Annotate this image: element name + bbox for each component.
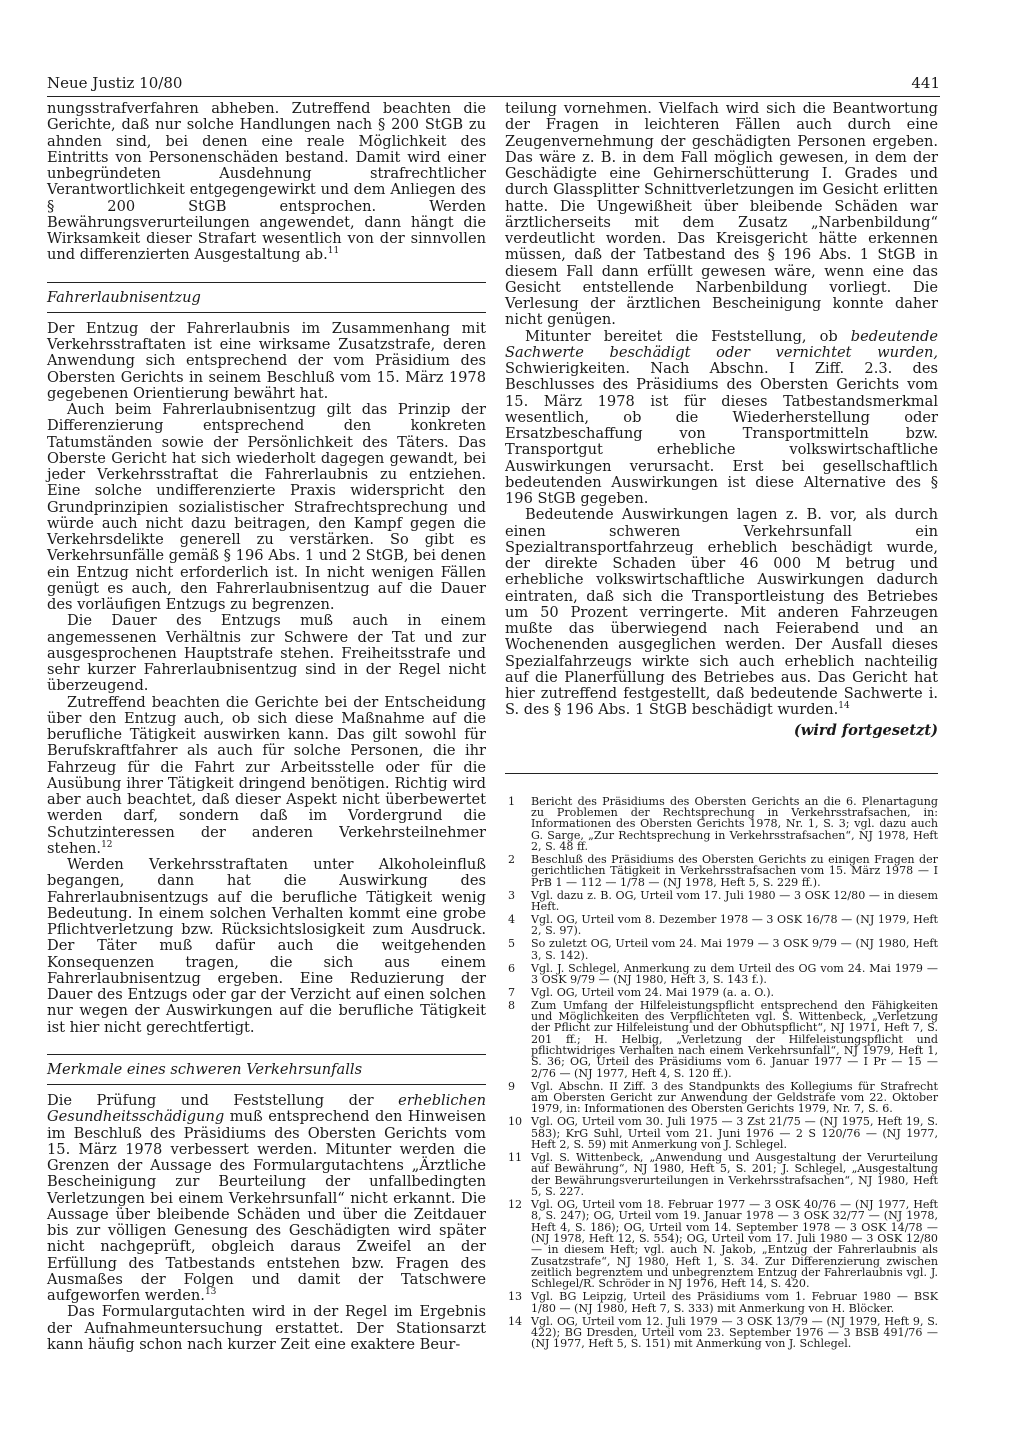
left-column: [47, 101, 486, 1353]
footnote-number: 13: [508, 1290, 523, 1304]
emphasis: bedeutende Sachwerte beschädigt oder vernichtet wurden,: [505, 327, 938, 361]
footnote-number: 8: [508, 998, 516, 1012]
footnote-text: Vgl. OG, Urteil vom 18. Februar 1977 — 3 OSK 40/76 — (NJ 1977, Heft 8, S. 247); OG, Urteil vom 19. Januar 1978 — 3 OSK 32/77 — (NJ 1978, Heft 4, S. 186); OG, Urteil vom 14. September 1978 — 3 OSK 14/78 — (NJ 1978, Heft 12, S. 554); OG, Urteil vom 17. Juli 1980 — 3 OSK 12/80 — in diesem Heft; vgl. auch N. Jakob, „Entzug der Fahrerlaubnis als Zusatzstrafe“, NJ 1980, Heft 1, S. 34. Zur Differenzierung zwischen zeitlich begrenztem und unbegrenztem Entzug der Fahrerlaubnis vgl. J. Schlegel/R. Schröder in NJ 1976, Heft 14, S. 420.: [531, 1197, 938, 1291]
footnote-number: 1: [508, 794, 516, 808]
footnote-text: Vgl. OG, Urteil vom 24. Mai 1979 (a. a. O.).: [531, 985, 775, 999]
footnote: [505, 890, 938, 913]
journal-title: Neue Justiz 10/80: [47, 74, 183, 92]
footnote-ref[interactable]: 12: [101, 839, 113, 850]
footnote-number: 7: [508, 985, 516, 999]
paragraph: Zutreffend beachten die Gerichte bei der Entscheidung über den Entzug auch, ob sich diese Maßnahme auf die berufliche Tätigkeit auswirken kann. Das gilt sowohl für Berufskraftfahrer als auch für solche Personen, die ihr Fahrzeug für die Fahrt zur Arbeitsstelle oder für die Ausübung ihrer Tätigkeit dringend benötigen. Richtig wird aber auch beachtet, daß dieser Aspekt nicht überbewertet werden darf, sondern daß im Vordergrund die Schutzinteressen der anderen Verkehrsteilnehmer stehen.$^{12}$: [47, 693, 486, 857]
footnote-text: Vgl. J. Schlegel, Anmerkung zu dem Urteil des OG vom 24. Mai 1979 — 3 OSK 9/79 — (NJ 1980, Heft 3, S. 143 f.).: [531, 961, 938, 986]
paragraph: Auch beim Fahrerlaubnisentzug gilt das Prinzip der Differenzierung entsprechend den konkreten Tatumständen sowie der Persönlichkeit des Täters. Das Oberste Gericht hat sich wiederholt dagegen gewandt, bei jeder Verkehrsstraftat die Fahrerlaubnis zu entziehen. Eine solche undifferenzierte Praxis widerspricht den Grundprinzipien sozialistischer Strafrechtsprechung und würde auch nicht dazu beitragen, den Kampf gegen die Verkehrsdelikte generell zu verstärken. So gibt es Verkehrsunfälle gemäß § 196 Abs. 1 und 2 StGB, bei denen ein Entzug nicht erforderlich ist. In nicht wenigen Fällen genügt es auch, den Fahrerlaubnisentzug auf die Dauer des vorläufigen Entzugs zu begrenzen.: [47, 401, 486, 613]
footnote: [505, 1152, 938, 1197]
paragraph: Mitunter bereitet die Feststellung, ob bedeutende Sachwerte beschädigt oder vernichtet wurden, Schwierigkeiten. Nach Abschn. I Ziff. 2.3. des Beschlusses des Präsidiums des Obersten Gerichts vom 15. März 1978 ist für dieses Tatbestandsmerkmal wesentlich, ob die Wiederherstellung oder Ersatzbeschaffung von Transportmitteln bzw. Transportgut erhebliche volkswirtschaftliche Auswirkungen verursacht. Erst bei gesellschaftlich bedeutenden Auswirkungen ist diese Alternative des § 196 StGB gegeben.: [505, 327, 938, 507]
paragraph: Werden Verkehrsstraftaten unter Alkoholeinfluß begangen, dann hat die Auswirkung des Fahrerlaubnisentzugs auf die berufliche Tätigkeit wenig Bedeutung. In einem solchen Verhalten kommt eine grobe Pflichtverletzung bzw. Rücksichtslosigkeit zum Ausdruck. Der Täter muß dafür auch die weitgehenden Konsequenzen tragen, die sich aus einem Fahrerlaubnisentzug ergeben. Eine Reduzierung der Dauer des Entzugs oder gar der Verzicht auf einen solchen nur wegen der Auswirkungen auf die berufliche Tätigkeit ist hier nicht gerechtfertigt.: [47, 856, 486, 1036]
footnote-list: [505, 796, 938, 1350]
footnote-text: Vgl. S. Wittenbeck, „Anwendung und Ausgestaltung der Verurteilung auf Bewährung“, NJ 1980, Heft 5, S. 201; J. Schlegel, „Ausgestaltung der Bewährungsverurteilungen in Verkehrsstrafsachen“, NJ 1980, Heft 5, S. 227.: [531, 1151, 938, 1199]
footnote-text: Bericht des Präsidiums des Obersten Gerichts an die 6. Plenartagung zu Problemen der Rechtsprechung in Verkehrsstrafsachen, in: Informationen des Obersten Gerichts 1978, Nr. 1, S. 3; vgl. dazu auch G. Sarge, „Zur Rechtsprechung in Verkehrsstrafsachen“, NJ 1978, Heft 2, S. 48 ff.: [531, 794, 938, 854]
paragraph: Der Entzug der Fahrerlaubnis im Zusammenhang mit Verkehrsstraftaten ist eine wirksame Zusatzstrafe, deren Anwendung sich entsprechend der vom Präsidium des Obersten Gerichts in seinem Beschluß vom 15. März 1978 gegebenen Orientierung bewährt hat.: [47, 319, 486, 402]
footnote: [505, 1081, 938, 1115]
footnote-ref[interactable]: 13: [204, 1287, 217, 1298]
footnote-number: 3: [508, 888, 516, 902]
right-column: [505, 101, 938, 1351]
footnote: [505, 796, 938, 853]
footnote-text: Beschluß des Präsidiums des Obersten Gerichts zu einigen Fragen der gerichtlichen Tätigkeit in Verkehrsstrafsachen vom 15. März 1978 — I PrB 1 — 112 — 1/78 — (NJ 1978, Heft 5, S. 229 ff.).: [531, 853, 938, 889]
footnote: [505, 1291, 938, 1314]
footnote-number: 2: [508, 853, 516, 867]
footnote: [505, 854, 938, 888]
running-header: [47, 74, 940, 97]
footnote-text: Vgl. dazu z. B. OG, Urteil vom 17. Juli 1980 — 3 OSK 12/80 — in diesem Heft.: [531, 888, 938, 914]
paragraph: Die Prüfung und Feststellung der erheblichen Gesundheitsschädigung muß entsprechend den Hinweisen im Beschluß des Präsidiums des Obersten Gerichts vom 15. März 1978 verbessert werden. Mitunter werden die Grenzen der Aussage des Formulargutachtens „Ärztliche Bescheinigung zur Beurteilung der unfallbedingten Verletzungen bei einem Verkehrsunfall“ nicht erkannt. Die Aussage über bleibende Schäden und über die Zeitdauer bis zur völligen Genesung des Geschädigten wird später nicht nachgeprüft, obgleich daraus Zweifel an der Erfüllung des Tatbestands entstehen bzw. Fragen des Ausmaßes der Folgen und damit der Tatschwere aufgeworfen werden.$^{13}$: [47, 1092, 486, 1304]
section-heading-fahrerlaubnisentzug: Fahrerlaubnisentzug: [47, 282, 486, 313]
footnote-text: Vgl. BG Leipzig, Urteil des Präsidiums vom 1. Februar 1980 — BSK 1/80 — (NJ 1980, Heft 7, S. 333) mit Anmerkung von H. Blöcker.: [531, 1290, 938, 1315]
footnote-number: 11: [508, 1151, 523, 1164]
footnote-text: Vgl. Abschn. II Ziff. 3 des Standpunkts des Kollegiums für Strafrecht am Obersten Gericht zur Anwendung der Geldstrafe vom 22. Oktober 1979, in: Informationen des Obersten Gerichts 1979, Nr. 7, S. 6.: [531, 1079, 938, 1116]
footnote-number: 4: [508, 912, 516, 926]
footnote: [505, 987, 938, 998]
footnote-ref[interactable]: 11: [327, 246, 340, 257]
footnote: [505, 914, 938, 937]
footnote: [505, 1000, 938, 1079]
footnote-text: Vgl. OG, Urteil vom 12. Juli 1979 — 3 OSK 13/79 — (NJ 1979, Heft 9, S. 422); BG Dresden, Urteil vom 23. September 1976 — 3 BSB 491/76 — (NJ 1977, Heft 5, S. 151) mit Anmerkung von J. Schlegel.: [531, 1314, 938, 1351]
footnote-text: Zum Umfang der Hilfeleistungspflicht entsprechend den Fähigkeiten und Möglichkeiten des Verpflichteten vgl. S. Wittenbeck, „Verletzung der Pflicht zur Hilfeleistung und der Obhutspflicht“, NJ 1971, Heft 7, S. 201 ff.; H. Helbig, „Verletzung der Hilfeleistungspflicht und pflichtwidriges Verhalten nach einem Verkehrsunfall“, NJ 1979, Heft 1, S. 36; OG, Urteil des Präsidiums vom 6. Januar 1977 — I Pr — 15 — 2/76 — (NJ 1977, Heft 4, S. 120 ff.).: [531, 998, 938, 1080]
footnote: [505, 938, 938, 961]
paragraph: teilung vornehmen. Vielfach wird sich die Beantwortung der Fragen in leichteren Fällen auch durch eine Zeugenvernehmung der geschädigten Personen ergeben. Das wäre z. B. in dem Fall möglich gewesen, in dem der Geschädigte eine Gehirnerschütterung I. Grades und durch Glassplitter Schnittverletzungen im Gesicht erlitten hatte. Die Ungewißheit über bleibende Schäden war ärztlicherseits mit dem Zusatz „Narbenbildung“ verdeutlicht worden. Das Kreisgericht hätte erkennen müssen, daß der Tatbestand des § 196 Abs. 1 StGB in diesem Fall dann erfüllt gewesen wäre, wenn eine das Gesicht entstellende Narbenbildung vorliegt. Die Verlesung der ärztlichen Bescheinigung konnte daher nicht genügen.: [505, 100, 938, 329]
paragraph: Bedeutende Auswirkungen lagen z. B. vor, als durch einen schweren Verkehrsunfall ein Spezialtransportfahrzeug erheblich beschädigt wurde, der direkte Schaden über 46 000 M betrug und erhebliche volkswirtschaftliche Auswirkungen dadurch eintraten, daß sich die Transportleistung des Betriebes um 50 Prozent verringerte. Mit anderen Fahrzeugen mußte das überwiegend nach Feierabend und an Wochenenden ausgeglichen werden. Der Ausfall dieses Spezialfahrzeugs wirkte sich auch erheblich nachteilig auf die Planerfüllung des Betriebes aus. Das Gericht hat hier zutreffend festgestellt, daß bedeutende Sachwerte i. S. des § 196 Abs. 1 StGB beschädigt wurden.$^{14}$: [505, 506, 938, 719]
footnote: [505, 1199, 938, 1290]
footnote-number: 9: [508, 1079, 516, 1093]
emphasis: erheblichen Gesundheitsschädigung: [47, 1092, 486, 1126]
footnote: [505, 1316, 938, 1350]
footnote-divider: [505, 773, 938, 774]
paragraph: nungsstrafverfahren abheben. Zutreffend beachten die Gerichte, daß nur solche Handlungen nach § 200 StGB zu ahnden sind, bei denen eine reale Möglichkeit des Eintritts von Personenschäden bestand. Damit wird einer unbegründeten Ausdehnung strafrechtlicher Verantwortlichkeit entgegengewirkt und dem Anliegen des § 200 StGB entsprochen. Werden Bewährungsverurteilungen angewendet, dann hängt die Wirksamkeit dieser Strafart wesentlich von der sinnvollen und differenzierten Ausgestaltung ab.$^{11}$: [47, 100, 486, 264]
footnote: [505, 963, 938, 986]
paragraph: Das Formulargutachten wird in der Regel im Ergebnis der Aufnahmeuntersuchung erstattet. Der Stationsarzt kann häufig schon nach kurzer Zeit eine exaktere Beur-: [47, 1303, 486, 1353]
page-number: 441: [911, 74, 940, 92]
footnote-number: 14: [508, 1314, 523, 1328]
section-heading-merkmale: Merkmale eines schweren Verkehrsunfalls: [47, 1054, 486, 1085]
paragraph: Die Dauer des Entzugs muß auch in einem angemessenen Verhältnis zur Schwere der Tat und zur ausgesprochenen Hauptstrafe stehen. Freiheitsstrafe und sehr kurzer Fahrerlaubnisentzug sind in der Regel nicht überzeugend.: [47, 612, 486, 695]
footnote-text: So zuletzt OG, Urteil vom 24. Mai 1979 — 3 OSK 9/79 — (NJ 1980, Heft 3, S. 142).: [531, 937, 938, 962]
footnote-number: 12: [508, 1197, 523, 1211]
footnote-ref[interactable]: 14: [838, 701, 850, 712]
footnote-text: Vgl. OG, Urteil vom 30. Juli 1975 — 3 Zst 21/75 — (NJ 1975, Heft 19, S. 583); KrG Suhl, Urteil vom 21. Juni 1976 — 2 S 120/76 — (NJ 1977, Heft 2, S. 59) mit Anmerkung von J. Schlegel.: [531, 1115, 938, 1152]
footnote-number: 6: [508, 961, 516, 975]
footnote: [505, 1116, 938, 1150]
footnote-text: Vgl. OG, Urteil vom 8. Dezember 1978 — 3 OSK 16/78 — (NJ 1979, Heft 2, S. 97).: [531, 912, 938, 938]
continuation-note: (wird fortgesetzt): [793, 721, 938, 739]
footnote-number: 5: [508, 937, 516, 951]
footnote-number: 10: [508, 1115, 523, 1129]
